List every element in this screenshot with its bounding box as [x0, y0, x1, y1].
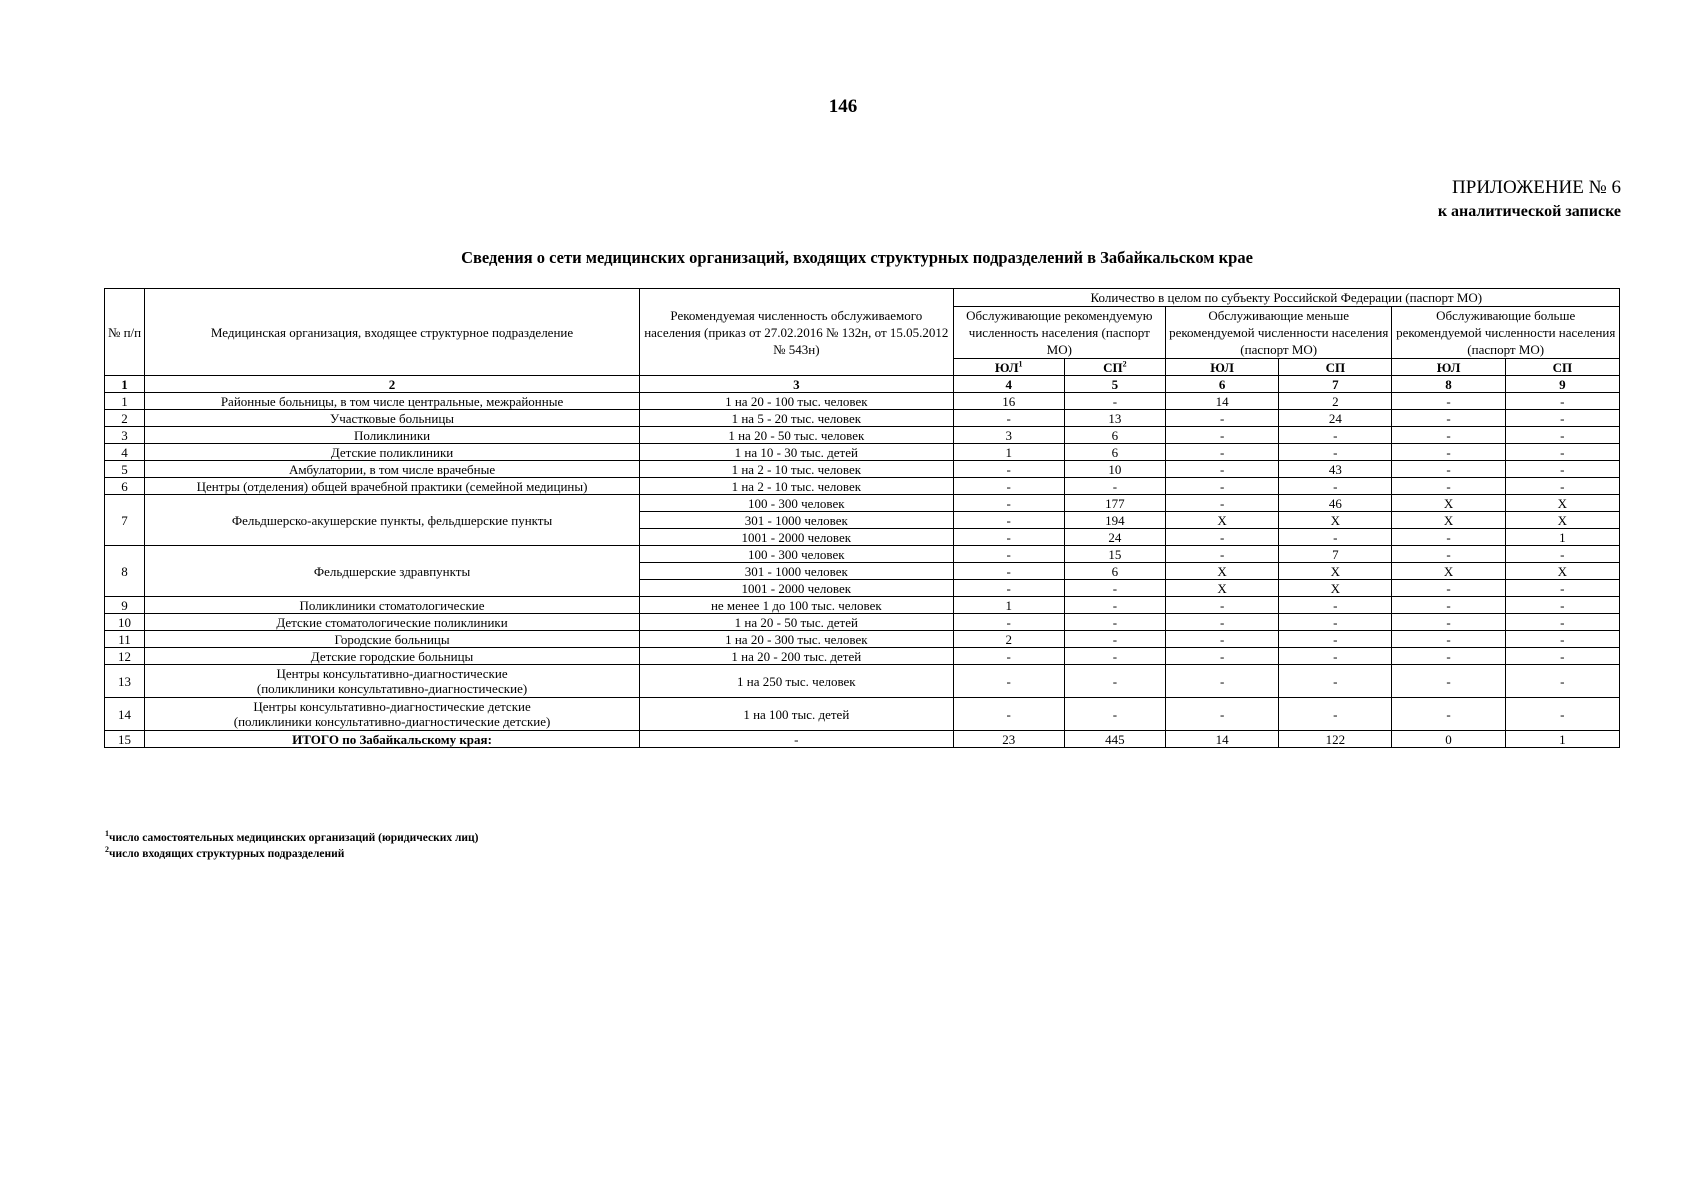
row-value-5: -: [1392, 393, 1505, 410]
row-value-5: -: [1392, 461, 1505, 478]
row-value-2: -: [1064, 580, 1165, 597]
row-org-name: Поликлиники: [145, 427, 640, 444]
row-recommended: 1001 - 2000 человек: [640, 529, 954, 546]
row-org-name: Амбулатории, в том числе врачебные: [145, 461, 640, 478]
row-value-2: -: [1064, 393, 1165, 410]
row-value-3: -: [1166, 597, 1279, 614]
table-row: [105, 698, 1620, 731]
total-value-1: 23: [953, 731, 1064, 748]
row-org-name: Городские больницы: [145, 631, 640, 648]
row-value-1: -: [953, 698, 1064, 731]
row-value-4: 46: [1279, 495, 1392, 512]
row-value-2: -: [1064, 614, 1165, 631]
row-value-4: -: [1279, 478, 1392, 495]
row-value-6: -: [1505, 698, 1619, 731]
row-value-6: X: [1505, 512, 1619, 529]
row-value-1: -: [953, 478, 1064, 495]
row-number: 10: [105, 614, 145, 631]
row-value-2: 177: [1064, 495, 1165, 512]
row-org-name: Детские стоматологические поликлиники: [145, 614, 640, 631]
footnote-1-text: число самостоятельных медицинских организаций (юридических лиц): [109, 832, 479, 844]
table-row: [105, 427, 1620, 444]
row-number: 8: [105, 546, 145, 597]
org-name-line-1: Центры консультативно-диагностические: [276, 666, 508, 681]
row-value-2: 6: [1064, 563, 1165, 580]
row-org-name: Районные больницы, в том числе центральные, межрайонные: [145, 393, 640, 410]
row-value-3: -: [1166, 410, 1279, 427]
row-value-2: 13: [1064, 410, 1165, 427]
column-number: 3: [640, 376, 954, 393]
medical-network-table: [104, 288, 1620, 748]
column-number: 4: [953, 376, 1064, 393]
header-group-recommended: Обслуживающие рекомендуемую численность населения (паспорт МО): [953, 307, 1165, 359]
row-number: 7: [105, 495, 145, 546]
row-value-3: -: [1166, 495, 1279, 512]
footnote-mark-2: 2: [1122, 359, 1127, 369]
row-recommended: 1 на 20 - 200 тыс. детей: [640, 648, 954, 665]
header-total: Количество в целом по субъекту Российской Федерации (паспорт МО): [953, 289, 1619, 307]
header-sp-3: СП: [1505, 359, 1619, 376]
row-org-name: [145, 665, 640, 698]
header-sp-1: [1064, 359, 1165, 376]
total-value-2: 445: [1064, 731, 1165, 748]
column-number: 8: [1392, 376, 1505, 393]
row-value-3: -: [1166, 648, 1279, 665]
row-value-5: -: [1392, 698, 1505, 731]
row-value-1: -: [953, 614, 1064, 631]
row-value-3: X: [1166, 512, 1279, 529]
appendix-title: ПРИЛОЖЕНИЕ № 6: [1452, 177, 1621, 198]
row-value-3: -: [1166, 461, 1279, 478]
total-label: ИТОГО по Забайкальскому края:: [145, 731, 640, 748]
table-row: [105, 444, 1620, 461]
row-value-1: 2: [953, 631, 1064, 648]
org-name-line-2: (поликлиники консультативно-диагностические детские): [233, 714, 551, 729]
row-recommended: 100 - 300 человек: [640, 495, 954, 512]
table-row: [105, 393, 1620, 410]
row-org-name: Фельдшерские здравпункты: [145, 546, 640, 597]
row-number: 2: [105, 410, 145, 427]
row-value-4: X: [1279, 580, 1392, 597]
row-org-name: Участковые больницы: [145, 410, 640, 427]
page-number: 146: [828, 96, 858, 117]
row-value-6: -: [1505, 393, 1619, 410]
row-number: 5: [105, 461, 145, 478]
row-recommended: 1 на 20 - 300 тыс. человек: [640, 631, 954, 648]
row-value-4: -: [1279, 427, 1392, 444]
row-value-1: -: [953, 512, 1064, 529]
row-value-4: -: [1279, 614, 1392, 631]
row-number: 9: [105, 597, 145, 614]
row-value-2: 194: [1064, 512, 1165, 529]
row-number: 12: [105, 648, 145, 665]
row-value-2: -: [1064, 597, 1165, 614]
header-recommended: Рекомендуемая численность обслуживаемого населения (приказ от 27.02.2016 № 132н, от 15.05.2012 № 543н): [640, 289, 954, 376]
row-org-name: [145, 698, 640, 731]
header-yl-3: ЮЛ: [1392, 359, 1505, 376]
row-value-1: -: [953, 563, 1064, 580]
row-value-6: -: [1505, 665, 1619, 698]
row-recommended: 1 на 2 - 10 тыс. человек: [640, 461, 954, 478]
row-value-1: 3: [953, 427, 1064, 444]
row-number: 14: [105, 698, 145, 731]
row-value-1: -: [953, 648, 1064, 665]
row-value-3: -: [1166, 427, 1279, 444]
row-recommended: 1 на 20 - 50 тыс. человек: [640, 427, 954, 444]
table-row: [105, 495, 1620, 512]
row-value-3: -: [1166, 529, 1279, 546]
row-value-3: X: [1166, 580, 1279, 597]
row-recommended: 301 - 1000 человек: [640, 512, 954, 529]
table-row: [105, 614, 1620, 631]
row-value-2: 15: [1064, 546, 1165, 563]
row-recommended: 301 - 1000 человек: [640, 563, 954, 580]
row-value-6: X: [1505, 495, 1619, 512]
org-name-line-1: Центры консультативно-диагностические детские: [253, 699, 531, 714]
row-value-4: -: [1279, 631, 1392, 648]
row-value-2: -: [1064, 478, 1165, 495]
column-number: 6: [1166, 376, 1279, 393]
total-value-5: 0: [1392, 731, 1505, 748]
row-value-6: -: [1505, 478, 1619, 495]
row-org-name: Детские городские больницы: [145, 648, 640, 665]
footnote-1-mark: 1: [105, 829, 109, 839]
row-value-2: 6: [1064, 444, 1165, 461]
row-number: 3: [105, 427, 145, 444]
row-value-2: 6: [1064, 427, 1165, 444]
row-recommended: 100 - 300 человек: [640, 546, 954, 563]
row-value-5: -: [1392, 478, 1505, 495]
table-row: [105, 665, 1620, 698]
footnote-2-mark: 2: [105, 845, 109, 855]
table-row: [105, 597, 1620, 614]
row-value-4: X: [1279, 563, 1392, 580]
row-value-4: -: [1279, 648, 1392, 665]
footnote-mark-1: 1: [1018, 359, 1023, 369]
header-yl-1: [953, 359, 1064, 376]
header-group-less: Обслуживающие меньше рекомендуемой численности населения (паспорт МО): [1166, 307, 1392, 359]
row-recommended: -: [640, 731, 954, 748]
row-value-6: X: [1505, 563, 1619, 580]
appendix-block: [1438, 176, 1621, 224]
row-value-3: -: [1166, 631, 1279, 648]
header-sp-2: СП: [1279, 359, 1392, 376]
row-number: 15: [105, 731, 145, 748]
row-value-1: 1: [953, 597, 1064, 614]
header-row-1: [105, 289, 1620, 307]
row-value-4: -: [1279, 698, 1392, 731]
column-number: 5: [1064, 376, 1165, 393]
row-value-1: 16: [953, 393, 1064, 410]
footnotes: [105, 830, 479, 862]
row-value-6: -: [1505, 444, 1619, 461]
header-num: № п/п: [105, 289, 145, 376]
row-value-6: -: [1505, 614, 1619, 631]
row-value-5: -: [1392, 631, 1505, 648]
row-value-3: 14: [1166, 393, 1279, 410]
sp-label: СП: [1103, 359, 1123, 375]
row-org-name: Фельдшерско-акушерские пункты, фельдшерские пункты: [145, 495, 640, 546]
header-group-more: Обслуживающие больше рекомендуемой численности населения (паспорт МО): [1392, 307, 1620, 359]
row-value-3: X: [1166, 563, 1279, 580]
footnote-2-text: число входящих структурных подразделений: [109, 848, 345, 860]
header-org: Медицинская организация, входящее структурное подразделение: [145, 289, 640, 376]
yl-label: ЮЛ: [994, 359, 1019, 375]
row-value-6: -: [1505, 580, 1619, 597]
row-value-1: -: [953, 529, 1064, 546]
row-value-3: -: [1166, 614, 1279, 631]
row-value-4: 2: [1279, 393, 1392, 410]
row-value-6: -: [1505, 410, 1619, 427]
row-number: 6: [105, 478, 145, 495]
table-row: [105, 546, 1620, 563]
row-value-4: -: [1279, 597, 1392, 614]
row-recommended: 1 на 100 тыс. детей: [640, 698, 954, 731]
row-number: 1: [105, 393, 145, 410]
row-number: 11: [105, 631, 145, 648]
row-value-6: -: [1505, 546, 1619, 563]
row-value-3: -: [1166, 698, 1279, 731]
row-value-4: -: [1279, 665, 1392, 698]
table-row: [105, 478, 1620, 495]
column-number: 2: [145, 376, 640, 393]
row-recommended: 1 на 250 тыс. человек: [640, 665, 954, 698]
row-number: 4: [105, 444, 145, 461]
row-value-5: -: [1392, 665, 1505, 698]
row-value-6: 1: [1505, 529, 1619, 546]
row-recommended: 1 на 10 - 30 тыс. детей: [640, 444, 954, 461]
row-recommended: 1 на 5 - 20 тыс. человек: [640, 410, 954, 427]
row-org-name: Детские поликлиники: [145, 444, 640, 461]
row-value-1: -: [953, 665, 1064, 698]
total-value-4: 122: [1279, 731, 1392, 748]
total-value-6: 1: [1505, 731, 1619, 748]
column-number-row: [105, 376, 1620, 393]
row-value-3: -: [1166, 444, 1279, 461]
row-value-5: -: [1392, 546, 1505, 563]
table-row: [105, 631, 1620, 648]
row-value-3: -: [1166, 478, 1279, 495]
total-value-3: 14: [1166, 731, 1279, 748]
row-value-4: X: [1279, 512, 1392, 529]
row-recommended: 1 на 2 - 10 тыс. человек: [640, 478, 954, 495]
row-value-5: -: [1392, 427, 1505, 444]
row-value-3: -: [1166, 665, 1279, 698]
table-row: [105, 461, 1620, 478]
footnote-2: [105, 846, 479, 862]
row-org-name: Центры (отделения) общей врачебной практики (семейной медицины): [145, 478, 640, 495]
row-value-6: -: [1505, 597, 1619, 614]
row-value-5: X: [1392, 563, 1505, 580]
row-value-2: -: [1064, 648, 1165, 665]
row-value-2: -: [1064, 698, 1165, 731]
row-recommended: 1001 - 2000 человек: [640, 580, 954, 597]
row-value-2: 24: [1064, 529, 1165, 546]
row-value-5: -: [1392, 648, 1505, 665]
row-value-1: -: [953, 580, 1064, 597]
appendix-subtitle: к аналитической записке: [1437, 203, 1621, 220]
org-name-line-2: (поликлиники консультативно-диагностические): [256, 681, 528, 696]
row-value-5: -: [1392, 580, 1505, 597]
table-row: [105, 648, 1620, 665]
row-value-2: -: [1064, 665, 1165, 698]
document-title: Сведения о сети медицинских организаций, входящих структурных подразделений в Забайкальском крае: [461, 248, 1253, 267]
row-value-6: -: [1505, 461, 1619, 478]
row-org-name: Поликлиники стоматологические: [145, 597, 640, 614]
row-value-6: -: [1505, 631, 1619, 648]
row-value-5: X: [1392, 512, 1505, 529]
row-value-1: -: [953, 410, 1064, 427]
row-value-2: -: [1064, 631, 1165, 648]
row-recommended: 1 на 20 - 50 тыс. детей: [640, 614, 954, 631]
row-value-1: -: [953, 495, 1064, 512]
row-value-3: -: [1166, 546, 1279, 563]
row-value-1: -: [953, 461, 1064, 478]
row-value-2: 10: [1064, 461, 1165, 478]
footnote-1: [105, 830, 479, 846]
row-value-1: 1: [953, 444, 1064, 461]
row-value-5: -: [1392, 529, 1505, 546]
row-value-4: 24: [1279, 410, 1392, 427]
row-value-4: 43: [1279, 461, 1392, 478]
row-value-5: -: [1392, 597, 1505, 614]
row-number: 13: [105, 665, 145, 698]
row-value-4: -: [1279, 444, 1392, 461]
row-value-4: 7: [1279, 546, 1392, 563]
row-recommended: не менее 1 до 100 тыс. человек: [640, 597, 954, 614]
column-number: 9: [1505, 376, 1619, 393]
row-value-5: X: [1392, 495, 1505, 512]
table-row: [105, 410, 1620, 427]
row-value-6: -: [1505, 427, 1619, 444]
row-value-5: -: [1392, 410, 1505, 427]
row-value-5: -: [1392, 444, 1505, 461]
row-recommended: 1 на 20 - 100 тыс. человек: [640, 393, 954, 410]
row-value-5: -: [1392, 614, 1505, 631]
column-number: 7: [1279, 376, 1392, 393]
total-row: [105, 731, 1620, 748]
row-value-6: -: [1505, 648, 1619, 665]
row-value-4: -: [1279, 529, 1392, 546]
row-value-1: -: [953, 546, 1064, 563]
header-yl-2: ЮЛ: [1166, 359, 1279, 376]
column-number: 1: [105, 376, 145, 393]
